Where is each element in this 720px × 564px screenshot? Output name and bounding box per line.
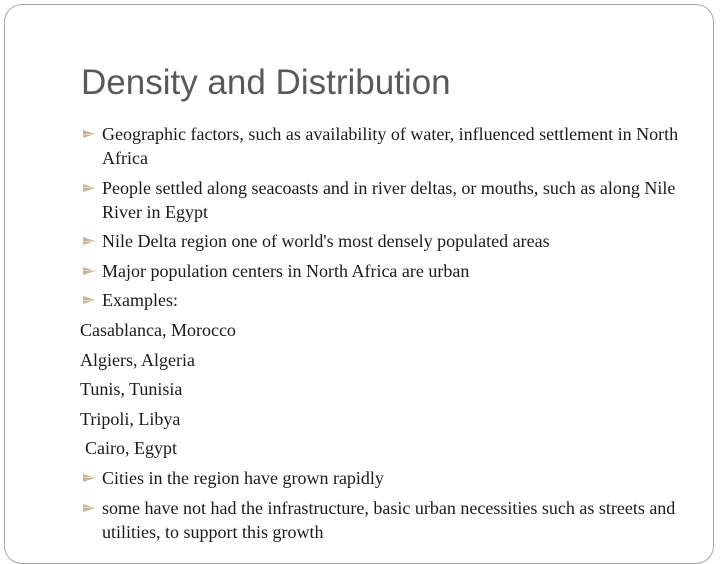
list-item-text: Cities in the region have grown rapidly xyxy=(102,467,384,488)
list-item xyxy=(80,176,680,224)
city-item xyxy=(80,348,680,372)
slide-content xyxy=(80,122,680,549)
city-item xyxy=(80,436,680,460)
arrow-bullet-icon xyxy=(83,130,95,138)
list-item-text: Geographic factors, such as availability of water, influenced settlement in North Africa xyxy=(102,124,679,168)
arrow-bullet-icon xyxy=(83,504,95,512)
city-text: Tunis, Tunisia xyxy=(80,379,183,400)
arrow-bullet-icon xyxy=(83,267,95,275)
slide xyxy=(4,4,714,564)
list-item xyxy=(80,122,680,170)
city-item xyxy=(80,377,680,401)
list-item xyxy=(80,496,680,544)
city-item xyxy=(80,407,680,431)
city-text: Tripoli, Libya xyxy=(80,408,181,429)
list-item xyxy=(80,466,680,490)
list-item-text: People settled along seacoasts and in river deltas, or mouths, such as along Nile River in Egypt xyxy=(102,177,676,222)
city-item xyxy=(80,318,680,342)
arrow-bullet-icon xyxy=(83,296,95,304)
city-text: Casablanca, Morocco xyxy=(80,319,236,340)
list-item xyxy=(80,259,680,283)
list-item xyxy=(80,288,680,312)
arrow-bullet-icon xyxy=(83,474,95,482)
list-item-text: some have not had the infrastructure, basic urban necessities such as streets and utilities, to support this growth xyxy=(102,497,676,542)
slide-title: Density and Distribution xyxy=(81,63,451,102)
arrow-bullet-icon xyxy=(83,184,95,192)
city-text: Algiers, Algeria xyxy=(80,349,195,370)
city-text: Cairo, Egypt xyxy=(85,438,177,459)
list-item xyxy=(80,229,680,253)
list-item-text: Nile Delta region one of world's most densely populated areas xyxy=(102,231,550,252)
arrow-bullet-icon xyxy=(83,237,95,245)
list-item-text: Examples: xyxy=(102,290,178,311)
list-item-text: Major population centers in North Africa are urban xyxy=(102,260,470,281)
